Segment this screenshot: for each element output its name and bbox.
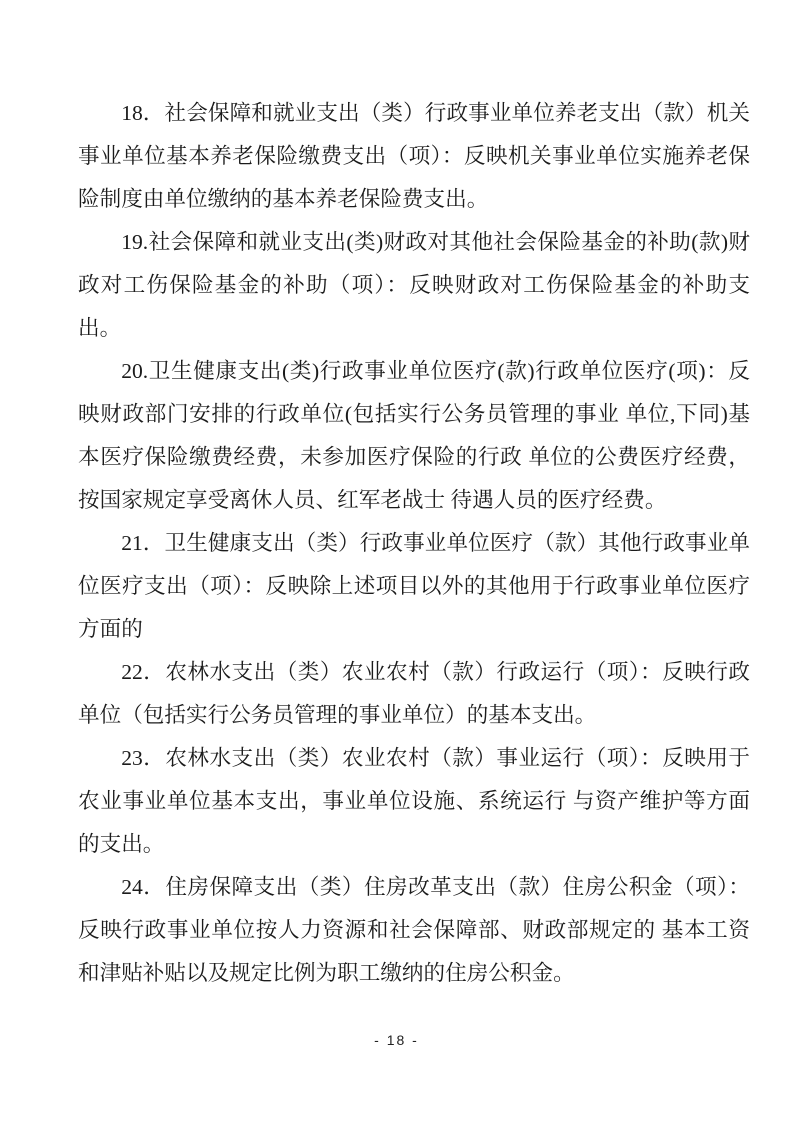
paragraph-18: 18．社会保障和就业支出（类）行政事业单位养老支出（款）机关事业单位基本养老保险缴费支出（项）：反映机关事业单位实施养老保险制度由单位缴纳的基本养老保险费支出。 <box>78 101 750 211</box>
paragraph-23: 23．农林水支出（类）农业农村（款）事业运行（项）：反映用于农业事业单位基本支出，事业单位设施、系统运行 与资产维护等方面的支出。 <box>78 746 750 856</box>
paragraph-19: 19.社会保障和就业支出(类)财政对其他社会保险基金的补助(款)财政对工伤保险基金的补助（项）：反映财政对工伤保险基金的补助支出。 <box>78 230 750 340</box>
paragraph-20: 20.卫生健康支出(类)行政事业单位医疗(款)行政单位医疗(项)：反映财政部门安排的行政单位(包括实行公务员管理的事业 单位,下同)基本医疗保险缴费经费，未参加医疗保险的行政 单位的公费医疗经费，按国家规定享受离休人员、红军老战士 待遇人员的医疗经费。 <box>78 359 750 512</box>
paragraph-24: 24．住房保障支出（类）住房改革支出（款）住房公积金（项）：反映行政事业单位按人力资源和社会保障部、财政部规定的 基本工资和津贴补贴以及规定比例为职工缴纳的住房公积金。 <box>78 875 750 985</box>
page-footer <box>0 1032 793 1050</box>
paragraph-22: 22．农林水支出（类）农业农村（款）行政运行（项）：反映行政单位（包括实行公务员管理的事业单位）的基本支出。 <box>78 660 750 727</box>
document-body <box>78 92 750 995</box>
paragraph-21: 21．卫生健康支出（类）行政事业单位医疗（款）其他行政事业单位医疗支出（项）：反映除上述项目以外的其他用于行政事业单位医疗方面的 <box>78 531 750 641</box>
page-number: - 18 - <box>374 1032 419 1048</box>
